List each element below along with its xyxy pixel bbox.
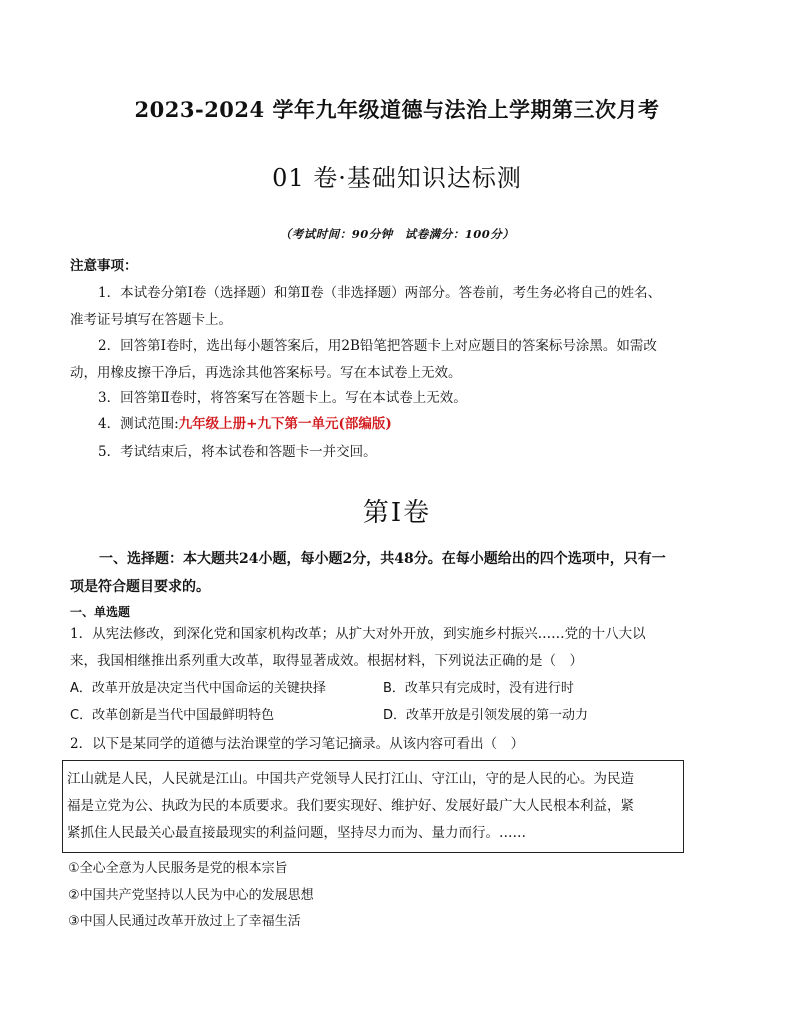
q2-material-line-2: 福是立党为公、执政为民的本质要求。我们要实现好、维护好、发展好最广大人民根本利益，紧	[67, 798, 634, 814]
q2-statement-2: ②中国共产党坚持以人民为中心的发展思想	[68, 888, 314, 903]
notes-heading: 注意事项：	[70, 258, 138, 274]
q2-stem: 2．以下是某同学的道德与法治课堂的学习笔记摘录。从该内容可看出（ ）	[70, 736, 525, 752]
q2-material-line-1: 江山就是人民，人民就是江山。中国共产党领导人民打江山、守江山，守的是人民的心。为民造	[67, 771, 634, 787]
test-range: 九年级上册+九下第一单元(部编版)	[178, 416, 392, 432]
q1-option-a: A．改革开放是决定当代中国命运的关键抉择	[70, 681, 326, 696]
notes-item-4-prefix: 4．测试范围:	[98, 416, 179, 432]
paper-subtitle: 01 卷·基础知识达标测	[272, 164, 522, 192]
q2-material-line-3: 紧抓住人民最关心最直接最现实的利益问题，坚持尽力而为、量力而行。……	[67, 825, 526, 841]
section-intro-line-2: 项是符合题目要求的。	[70, 579, 210, 595]
q1-stem-line-2: 来，我国相继推出系列重大改革，取得显著成效。根据材料，下列说法正确的是（ ）	[70, 653, 583, 669]
exam-info: （考试时间：90分钟 试卷满分：100分）	[279, 227, 515, 241]
notes-item-3: 3．回答第Ⅱ卷时，将答案写在答题卡上。写在本试卷上无效。	[98, 390, 467, 406]
notes-item-1-line-2: 准考证号填写在答题卡上。	[70, 312, 232, 328]
notes-item-5: 5．考试结束后，将本试卷和答题卡一并交回。	[98, 444, 377, 460]
section-intro-line-1: 一、选择题：本大题共24小题，每小题2分，共48分。在每小题给出的四个选项中，只有一	[99, 551, 666, 567]
q1-option-c: C．改革创新是当代中国最鲜明特色	[70, 708, 275, 723]
q2-statement-1: ①全心全意为人民服务是党的根本宗旨	[68, 861, 288, 876]
notes-item-1-line-1: 1．本试卷分第Ⅰ卷（选择题）和第Ⅱ卷（非选择题）两部分。答卷前，考生务必将自己的姓名、	[98, 285, 662, 301]
section-subheading: 一、单选题	[70, 605, 131, 619]
q1-option-d: D．改革开放是引领发展的第一动力	[383, 708, 589, 723]
q2-statement-3: ③中国人民通过改革开放过上了幸福生活	[68, 914, 301, 929]
q1-stem-line-1: 1．从宪法修改，到深化党和国家机构改革；从扩大对外开放，到实施乡村振兴……党的十八大以	[70, 626, 646, 642]
exam-title: 2023-2024 学年九年级道德与法治上学期第三次月考	[134, 97, 660, 122]
q1-option-b: B．改革只有完成时，没有进行时	[383, 681, 574, 696]
notes-item-2-line-1: 2．回答第Ⅰ卷时，选出每小题答案后，用2B铅笔把答题卡上对应题目的答案标号涂黑。如需改	[98, 338, 657, 354]
section-title: 第Ⅰ卷	[362, 498, 432, 528]
notes-item-2-line-2: 动，用橡皮擦干净后，再选涂其他答案标号。写在本试卷上无效。	[70, 365, 462, 381]
notes-item-4	[98, 412, 392, 432]
